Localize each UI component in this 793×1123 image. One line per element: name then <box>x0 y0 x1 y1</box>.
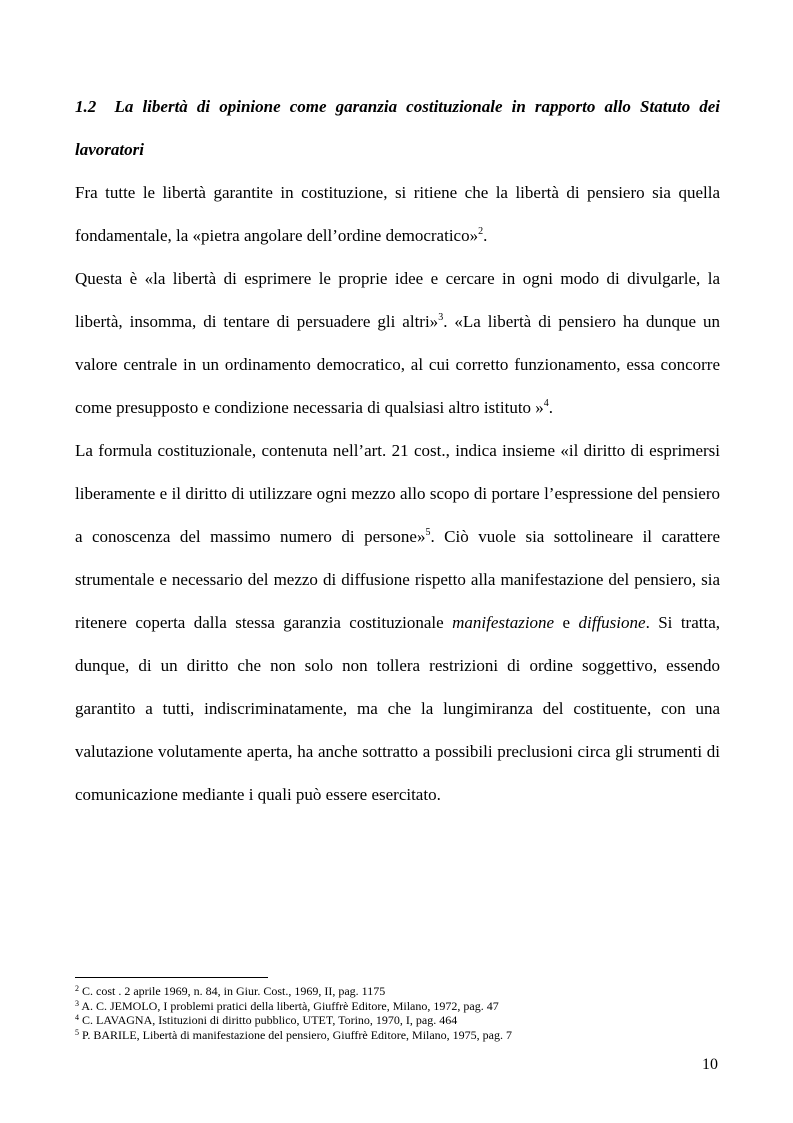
footnote-ref: 2 <box>478 226 484 237</box>
section-heading <box>75 85 720 171</box>
footnote-text: C. LAVAGNA, Istituzioni di diritto pubblico, UTET, Torino, 1970, I, pag. 464 <box>82 1013 458 1027</box>
paragraph-text: e <box>554 613 579 632</box>
footnote-text: P. BARILE, Libertà di manifestazione del pensiero, Giuffrè Editore, Milano, 1975, pag. 7 <box>82 1027 513 1042</box>
footnote-number: 4 <box>75 1013 79 1022</box>
footnote-number: 3 <box>75 998 79 1008</box>
emphasis-term: manifestazione <box>452 613 555 632</box>
paragraph-text: . Si tratta, dunque, di un diritto che non solo non tollera restrizioni di ordine soggettivo, essendo garantito a tutti, indiscriminatamente, ma che la lungimiranza del costituente, con una valutazione volutamente aperta, ha anche sottratto a possibili preclusioni circa gli strumenti di comunicazione mediante i quali può essere esercitato. <box>75 613 720 804</box>
footnote-text: C. cost . 2 aprile 1969, n. 84, in Giur. Cost., 1969, II, pag. 1175 <box>82 984 386 998</box>
section-title: La libertà di opinione come garanzia costituzionale in rapporto allo Statuto dei lavoratori <box>75 97 720 159</box>
footnote-ref: 4 <box>543 398 549 409</box>
footnote-ref: 3 <box>438 312 444 323</box>
footnote-number: 5 <box>75 1027 79 1037</box>
paragraph-2 <box>75 257 720 429</box>
footnote-divider <box>75 977 268 978</box>
paragraph-text: . <box>483 226 488 245</box>
body-text <box>75 171 720 816</box>
paragraph-text: La formula costituzionale, contenuta nell’art. 21 cost., indica insieme «il diritto di esprimersi liberamente e il diritto di utilizzare ogni mezzo allo scopo di portare l’espressione del pensiero a conoscenza del massimo numero di persone» <box>75 441 720 546</box>
paragraph-text: . «La libertà di pensiero ha dunque un valore centrale in un ordinamento democratico, al cui corretto funzionamento, essa concorre come presupposto e condizione necessaria di qualsiasi altro istituto » <box>75 312 720 417</box>
footnote-ref: 5 <box>425 527 431 538</box>
page-number: 10 <box>702 1056 718 1073</box>
paragraph-3 <box>75 429 720 816</box>
paragraph-1 <box>75 171 720 257</box>
paragraph-text: . <box>548 398 554 417</box>
footnote <box>75 1028 720 1043</box>
section-number: 1.2 <box>75 97 97 116</box>
footnote <box>75 999 720 1014</box>
footnote-number: 2 <box>75 984 79 993</box>
emphasis-term: diffusione <box>578 613 646 632</box>
footnote-text: A. C. JEMOLO, I problemi pratici della libertà, Giuffrè Editore, Milano, 1972, pag. 47 <box>81 998 499 1013</box>
paragraph-text: Fra tutte le libertà garantite in costituzione, si ritiene che la libertà di pensiero sia quella fondamentale, la «pietra angolare dell’ordine democratico» <box>75 183 720 245</box>
footnote <box>75 1013 720 1028</box>
paragraph-text: Questa è «la libertà di esprimere le proprie idee e cercare in ogni modo di divulgarle, la libertà, insomma, di tentare di persuadere gli altri» <box>75 269 720 331</box>
footnotes <box>75 984 720 1042</box>
paragraph-text: . Ciò vuole sia sottolineare il carattere strumentale e necessario del mezzo di diffusione rispetto alla manifestazione del pensiero, sia ritenere coperta dalla stessa garanzia costituzionale <box>75 527 720 632</box>
footnote <box>75 984 720 999</box>
